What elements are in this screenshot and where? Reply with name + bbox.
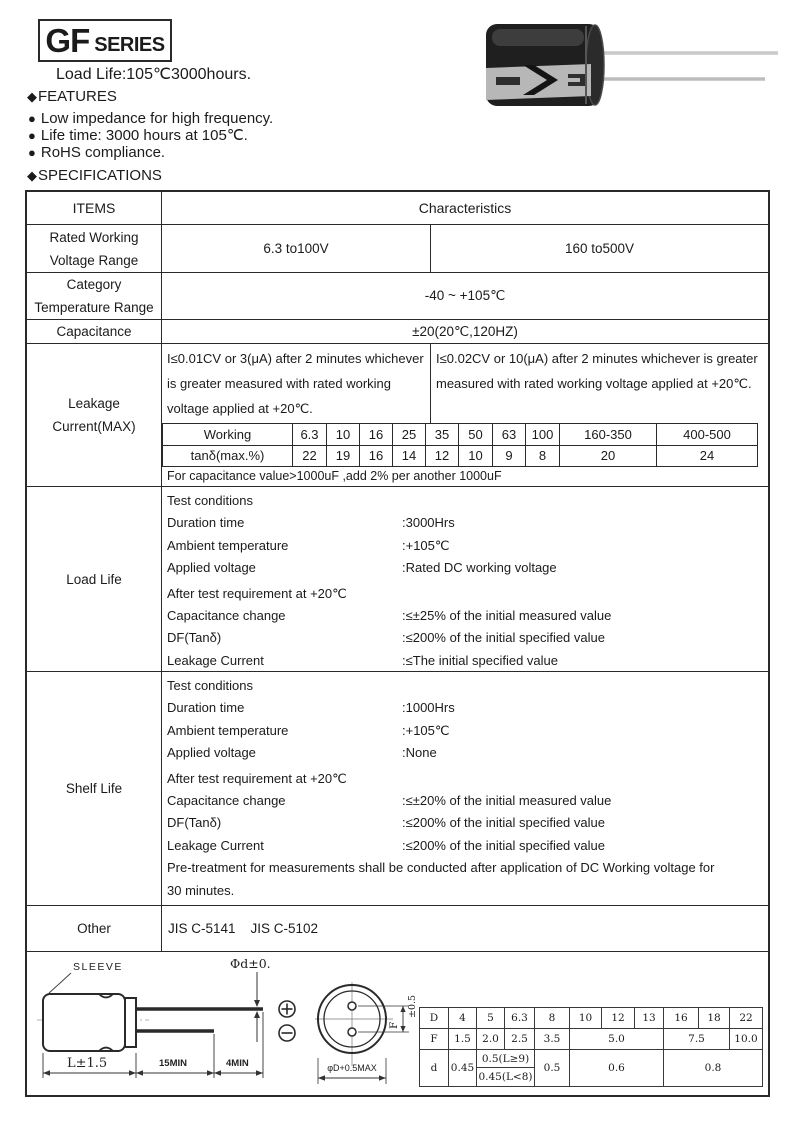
requirement-line — [167, 605, 768, 627]
rated-voltage-label-line1: Rated Working — [49, 229, 139, 245]
leakage-note: For capacitance value>1000uF ,add 2% per another 1000uF — [167, 469, 502, 483]
lead-diameter-label: Φd±0. — [230, 956, 271, 971]
tan-working-header: Working — [163, 424, 293, 446]
condition-name: Applied voltage — [167, 560, 256, 576]
diameter-label: φD+0.5MAX — [327, 1063, 377, 1073]
category-temp-label-line2: Temperature Range — [34, 300, 154, 315]
dim-F-cell: 2.0 — [477, 1029, 505, 1050]
tan-value-cell: 20 — [560, 445, 657, 467]
capacitor-side-view-drawing — [35, 954, 325, 1094]
requirement-value: :≤±20% of the initial measured value — [402, 793, 612, 809]
other-standards: JIS C-5141 JIS C-5102 — [168, 921, 319, 936]
requirement-line — [167, 650, 768, 672]
photo-highlight — [492, 29, 584, 46]
test-conditions-heading: Test conditions — [167, 678, 253, 693]
load-life-row — [27, 486, 768, 671]
tan-value-cell: 12 — [426, 445, 459, 467]
sleeve-leader-line — [49, 973, 71, 993]
requirement-line — [167, 790, 768, 812]
body-length-label: L±1.5 — [67, 1056, 108, 1071]
dim-F-cell: 2.5 — [505, 1029, 535, 1050]
tan-voltage-cell: 100 — [526, 424, 560, 446]
condition-value: :Rated DC working voltage — [402, 560, 557, 576]
dimension-drawing-row — [27, 951, 768, 1095]
after-test-heading: After test requirement at +20℃ — [167, 770, 347, 786]
requirement-line — [167, 812, 768, 834]
dim-d-cell: 0.8 — [664, 1050, 763, 1087]
dim-F-cell: 5.0 — [570, 1029, 664, 1050]
specifications-heading-label: SPECIFICATIONS — [38, 167, 162, 184]
tan-voltage-cell: 160-350 — [560, 424, 657, 446]
other-label: Other — [27, 906, 162, 951]
category-temp-label — [27, 273, 162, 319]
dim-arrowhead — [318, 1075, 325, 1080]
condition-name: Duration time — [167, 700, 245, 716]
condition-value: :1000Hrs — [402, 700, 455, 716]
leakage-current-row — [27, 343, 768, 486]
tan-voltage-cell: 35 — [426, 424, 459, 446]
dim-D-cell: 6.3 — [505, 1008, 535, 1029]
dim-D-cell: 8 — [535, 1008, 570, 1029]
dim-d-cell: 0.6 — [570, 1050, 664, 1087]
rated-voltage-high: 160 to500V — [564, 241, 635, 256]
dim-header-F: F — [420, 1029, 449, 1050]
feature-text: Life time: 3000 hours at 105℃. — [40, 127, 248, 144]
condition-line — [167, 557, 768, 579]
dim-D-cell: 13 — [635, 1008, 664, 1029]
diamond-icon: ◆ — [27, 88, 37, 104]
feature-item — [28, 127, 273, 144]
condition-line — [167, 720, 768, 742]
condition-name: Ambient temperature — [167, 722, 289, 738]
dim-D-cell: 4 — [449, 1008, 477, 1029]
capacitance-row — [27, 319, 768, 343]
positive-terminal-icon — [279, 1001, 295, 1017]
tan-value-cell: 16 — [360, 445, 393, 467]
dim-arrowhead — [400, 1006, 405, 1012]
condition-name: Duration time — [167, 515, 245, 531]
tan-delta-table — [162, 423, 758, 467]
dim-D-cell: 22 — [730, 1008, 763, 1029]
dim-d-cell: 0.45 — [449, 1050, 477, 1087]
capacitance-value: ±20(20℃,120HZ) — [412, 323, 518, 339]
dim-D-cell: 16 — [664, 1008, 699, 1029]
dim-D-cell: 12 — [602, 1008, 635, 1029]
shelf-life-row — [27, 671, 768, 905]
dim-d-cell: 0.5 — [535, 1050, 570, 1087]
requirement-line — [167, 627, 768, 649]
tan-voltage-cell: 6.3 — [293, 424, 327, 446]
lead-length-label: 15MIN — [159, 1058, 187, 1069]
condition-line — [167, 535, 768, 557]
dim-F-cell: 10.0 — [730, 1029, 763, 1050]
terminal-hole — [348, 1002, 356, 1010]
tan-value-cell: 24 — [657, 445, 758, 467]
feature-text: RoHS compliance. — [40, 144, 166, 161]
requirement-name: DF(Tanδ) — [167, 630, 222, 646]
requirement-name: Capacitance change — [167, 793, 286, 809]
category-temp-row — [27, 272, 768, 319]
dim-row-F — [420, 1029, 763, 1050]
tan-value-header: tanδ(max.%) — [163, 445, 293, 467]
seal-end — [125, 998, 136, 1047]
terminal-hole — [348, 1028, 356, 1036]
tan-value-row — [163, 445, 758, 467]
bullet-icon: ● — [28, 128, 36, 143]
leakage-label-line2: Current(MAX) — [52, 419, 136, 434]
specifications-heading — [27, 167, 162, 184]
tan-value-cell: 9 — [493, 445, 526, 467]
condition-line — [167, 697, 768, 719]
dim-D-cell: 5 — [477, 1008, 505, 1029]
feature-text: Low impedance for high frequency. — [40, 110, 274, 127]
dim-d-cell: 0.5(L≥9) — [477, 1050, 534, 1068]
rated-voltage-label-line2: Voltage Range — [49, 252, 139, 268]
requirement-value: :≤200% of the initial specified value — [402, 837, 605, 853]
tan-voltage-cell: 25 — [393, 424, 426, 446]
sleeve-label: SLEEVE — [73, 961, 123, 973]
dim-arrowhead — [136, 1070, 143, 1076]
requirement-name: DF(Tanδ) — [167, 815, 222, 831]
lead-tip-label: 4MIN — [226, 1058, 249, 1069]
requirement-value: :≤The initial specified value — [402, 652, 558, 668]
pretreatment-note-line2: 30 minutes. — [167, 882, 235, 898]
dim-header-d: d — [420, 1050, 449, 1087]
dim-arrowhead — [43, 1070, 50, 1076]
feature-list — [28, 110, 273, 161]
bullet-icon: ● — [28, 145, 36, 160]
leakage-label — [27, 344, 162, 486]
dim-arrowhead — [400, 1026, 405, 1032]
spec-header-row — [27, 192, 768, 224]
condition-name: Ambient temperature — [167, 537, 289, 553]
requirement-value: :≤200% of the initial specified value — [402, 630, 605, 646]
f-tolerance-label: ±0.5 — [407, 994, 418, 1018]
test-conditions-heading: Test conditions — [167, 493, 253, 508]
shelf-life-label: Shelf Life — [27, 672, 162, 905]
negative-terminal-icon — [279, 1025, 295, 1041]
dim-F-cell: 1.5 — [449, 1029, 477, 1050]
requirement-name: Leakage Current — [167, 652, 264, 668]
requirement-line — [167, 835, 768, 857]
leakage-low-text: I≤0.01CV or 3(μA) after 2 minutes whichever is greater measured with rated working voltage applied at +20℃. — [162, 344, 431, 423]
tan-value-cell: 22 — [293, 445, 327, 467]
dim-row-d — [420, 1050, 763, 1087]
series-title-box — [38, 19, 172, 62]
dim-row-D — [420, 1008, 763, 1029]
feature-item — [28, 144, 273, 161]
dim-arrowhead — [254, 1011, 260, 1018]
dim-arrowhead — [207, 1070, 214, 1076]
dim-arrowhead — [379, 1075, 386, 1080]
series-name: GF — [45, 22, 90, 59]
tan-voltage-cell: 400-500 — [657, 424, 758, 446]
series-word: SERIES — [94, 33, 165, 56]
tan-value-cell: 8 — [526, 445, 560, 467]
pretreatment-note-line1: Pre-treatment for measurements shall be conducted after application of DC Working voltage for — [167, 860, 715, 876]
tan-value-cell: 10 — [459, 445, 493, 467]
rated-voltage-label — [27, 225, 162, 272]
requirement-name: Capacitance change — [167, 608, 286, 624]
tan-voltage-cell: 10 — [327, 424, 360, 446]
photo-marking — [496, 77, 520, 85]
condition-line — [167, 512, 768, 534]
tan-voltage-cell: 16 — [360, 424, 393, 446]
requirement-value: :≤±25% of the initial measured value — [402, 608, 612, 624]
dim-arrowhead — [214, 1070, 221, 1076]
requirement-name: Leakage Current — [167, 837, 264, 853]
tan-voltage-cell: 50 — [459, 424, 493, 446]
items-header: ITEMS — [27, 192, 162, 224]
tan-value-cell: 14 — [393, 445, 426, 467]
rated-voltage-low: 6.3 to100V — [162, 225, 431, 272]
requirement-value: :≤200% of the initial specified value — [402, 815, 605, 831]
feature-item — [28, 110, 273, 127]
dim-D-cell: 18 — [699, 1008, 730, 1029]
leakage-high-text: I≤0.02CV or 10(μA) after 2 minutes whichever is greater measured with rated working voltage applied at +20℃. — [436, 351, 758, 391]
leakage-label-line1: Leakage — [68, 396, 120, 411]
capacitance-label: Capacitance — [27, 320, 162, 343]
condition-value: :None — [402, 745, 437, 761]
characteristics-header: Characteristics — [418, 200, 512, 216]
features-heading — [27, 88, 117, 105]
after-test-heading: After test requirement at +20℃ — [167, 585, 347, 601]
diamond-icon: ◆ — [27, 167, 37, 183]
tan-value-cell: 19 — [327, 445, 360, 467]
dim-F-cell: 7.5 — [664, 1029, 730, 1050]
tan-voltage-cell: 63 — [493, 424, 526, 446]
load-life-subtitle: Load Life:105℃3000hours. — [56, 66, 252, 83]
other-row — [27, 905, 768, 951]
f-dimension-label: F — [388, 1021, 400, 1029]
bullet-icon: ● — [28, 111, 36, 126]
dimension-table — [419, 1007, 763, 1087]
dim-F-cell: 3.5 — [535, 1029, 570, 1050]
dim-d-split-cell — [477, 1050, 535, 1087]
dim-header-D: D — [420, 1008, 449, 1029]
condition-value: :+105℃ — [402, 722, 450, 738]
condition-line — [167, 742, 768, 764]
specifications-table — [25, 190, 770, 1097]
condition-name: Applied voltage — [167, 745, 256, 761]
dim-arrowhead — [256, 1070, 263, 1076]
capacitor-photo — [478, 18, 790, 114]
capacitor-body-outline — [43, 994, 125, 1051]
dim-D-cell: 10 — [570, 1008, 602, 1029]
category-temp-label-line1: Category — [66, 277, 122, 292]
rated-voltage-row — [27, 224, 768, 272]
tan-working-row — [163, 424, 758, 446]
condition-value: :+105℃ — [402, 537, 450, 553]
capacitor-top-view-drawing — [315, 982, 435, 1094]
category-temp-value: -40 ~ +105℃ — [424, 288, 506, 303]
condition-value: :3000Hrs — [402, 515, 455, 531]
features-heading-label: FEATURES — [38, 88, 117, 105]
dim-arrowhead — [129, 1070, 136, 1076]
dim-arrowhead — [254, 1000, 260, 1007]
dim-d-cell: 0.45(L<8) — [478, 1071, 533, 1083]
load-life-label: Load Life — [27, 487, 162, 671]
